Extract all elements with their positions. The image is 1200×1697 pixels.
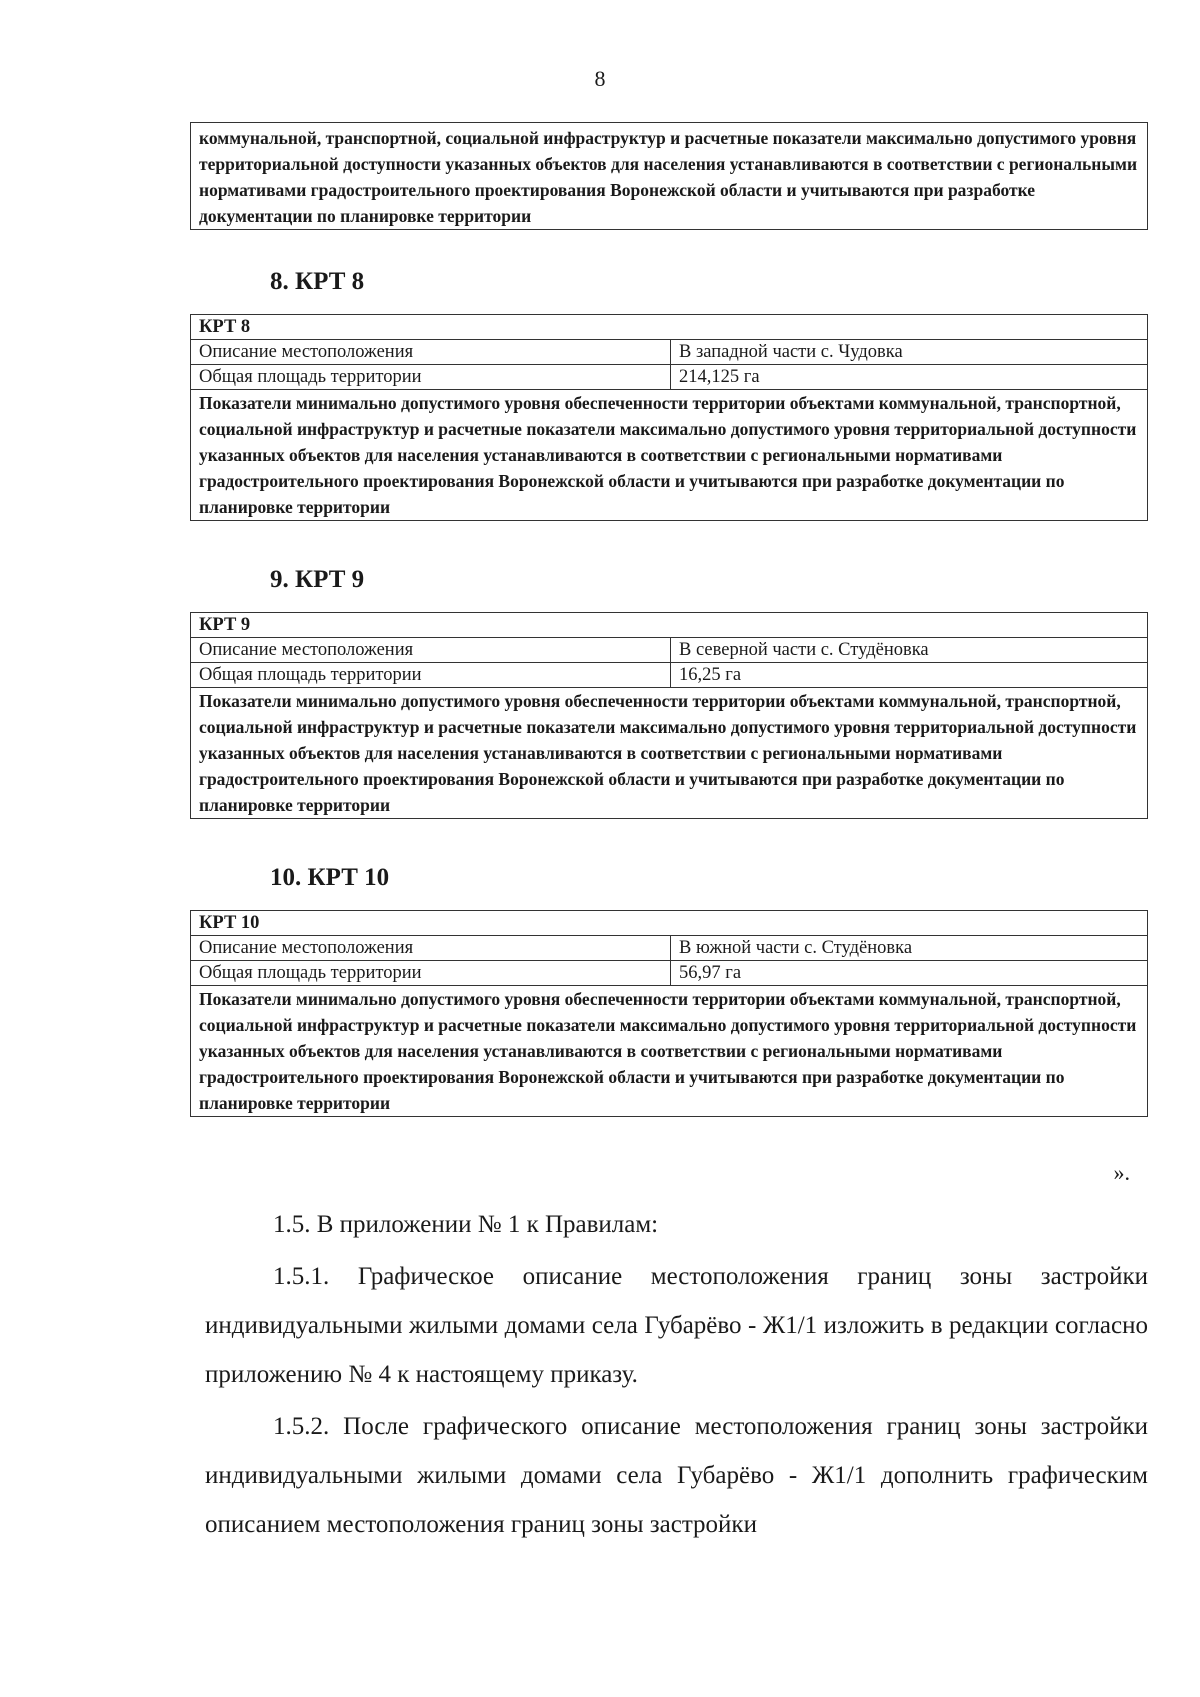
area-value: 16,25 га <box>671 663 1148 688</box>
location-value: В северной части с. Студёновка <box>671 638 1148 663</box>
location-value: В южной части с. Студёновка <box>671 936 1148 961</box>
page-number: 8 <box>594 66 606 91</box>
indicators-text: Показатели минимально допустимого уровня обеспеченности территории объектами коммунальной, транспортной, социальной инфраструктур и расчетные показатели максимально допустимого уровня территориальной доступности указанных объектов для населения устанавливаются в соответствии с региональными нормативами градостроительного проектирования Воронежской области и учитываются при разработке документации по планировке территории <box>191 986 1148 1117</box>
table-header: КРТ 10 <box>191 911 1148 936</box>
location-label: Описание местоположения <box>191 340 671 365</box>
indicators-text: Показатели минимально допустимого уровня обеспеченности территории объектами коммунальной, транспортной, социальной инфраструктур и расчетные показатели максимально допустимого уровня территориальной доступности указанных объектов для населения устанавливаются в соответствии с региональными нормативами градостроительного проектирования Воронежской области и учитываются при разработке документации по планировке территории <box>191 688 1148 819</box>
location-value: В западной части с. Чудовка <box>671 340 1148 365</box>
paragraph-1-5-2: 1.5.2. После графического описание местоположения границ зоны застройки индивидуальными жилыми домами села Губарёво - Ж1/1 дополнить графическим описанием местоположения границ зоны застройки <box>205 1413 1148 1538</box>
location-label: Описание местоположения <box>191 936 671 961</box>
area-label: Общая площадь территории <box>191 365 671 390</box>
section-title-krt-8: 8. КРТ 8 <box>270 268 365 295</box>
krt-8-table <box>190 314 1148 521</box>
section-title-krt-10: 10. КРТ 10 <box>270 864 390 891</box>
closing-quote: ». <box>1113 1160 1130 1185</box>
area-label: Общая площадь территории <box>191 961 671 986</box>
location-label: Описание местоположения <box>191 638 671 663</box>
continuation-text: коммунальной, транспортной, социальной инфраструктур и расчетные показатели максимально допустимого уровня территориальной доступности указанных объектов для населения устанавливаются в соответствии с региональными нормативами градостроительного проектирования Воронежской области и учитываются при разработке документации по планировке территории <box>199 128 1138 226</box>
table-header: КРТ 9 <box>191 613 1148 638</box>
krt-10-table <box>190 910 1148 1117</box>
indicators-text: Показатели минимально допустимого уровня обеспеченности территории объектами коммунальной, транспортной, социальной инфраструктур и расчетные показатели максимально допустимого уровня территориальной доступности указанных объектов для населения устанавливаются в соответствии с региональными нормативами градостроительного проектирования Воронежской области и учитываются при разработке документации по планировке территории <box>191 390 1148 521</box>
area-value: 214,125 га <box>671 365 1148 390</box>
section-title-krt-9: 9. КРТ 9 <box>270 566 365 593</box>
continuation-block <box>190 122 1148 230</box>
area-label: Общая площадь территории <box>191 663 671 688</box>
area-value: 56,97 га <box>671 961 1148 986</box>
paragraph-1-5-1: 1.5.1. Графическое описание местоположения границ зоны застройки индивидуальными жилыми домами села Губарёво - Ж1/1 изложить в редакции согласно приложению № 4 к настоящему приказу. <box>205 1263 1148 1388</box>
paragraph-1-5: 1.5. В приложении № 1 к Правилам: <box>273 1211 659 1238</box>
table-header: КРТ 8 <box>191 315 1148 340</box>
krt-9-table <box>190 612 1148 819</box>
